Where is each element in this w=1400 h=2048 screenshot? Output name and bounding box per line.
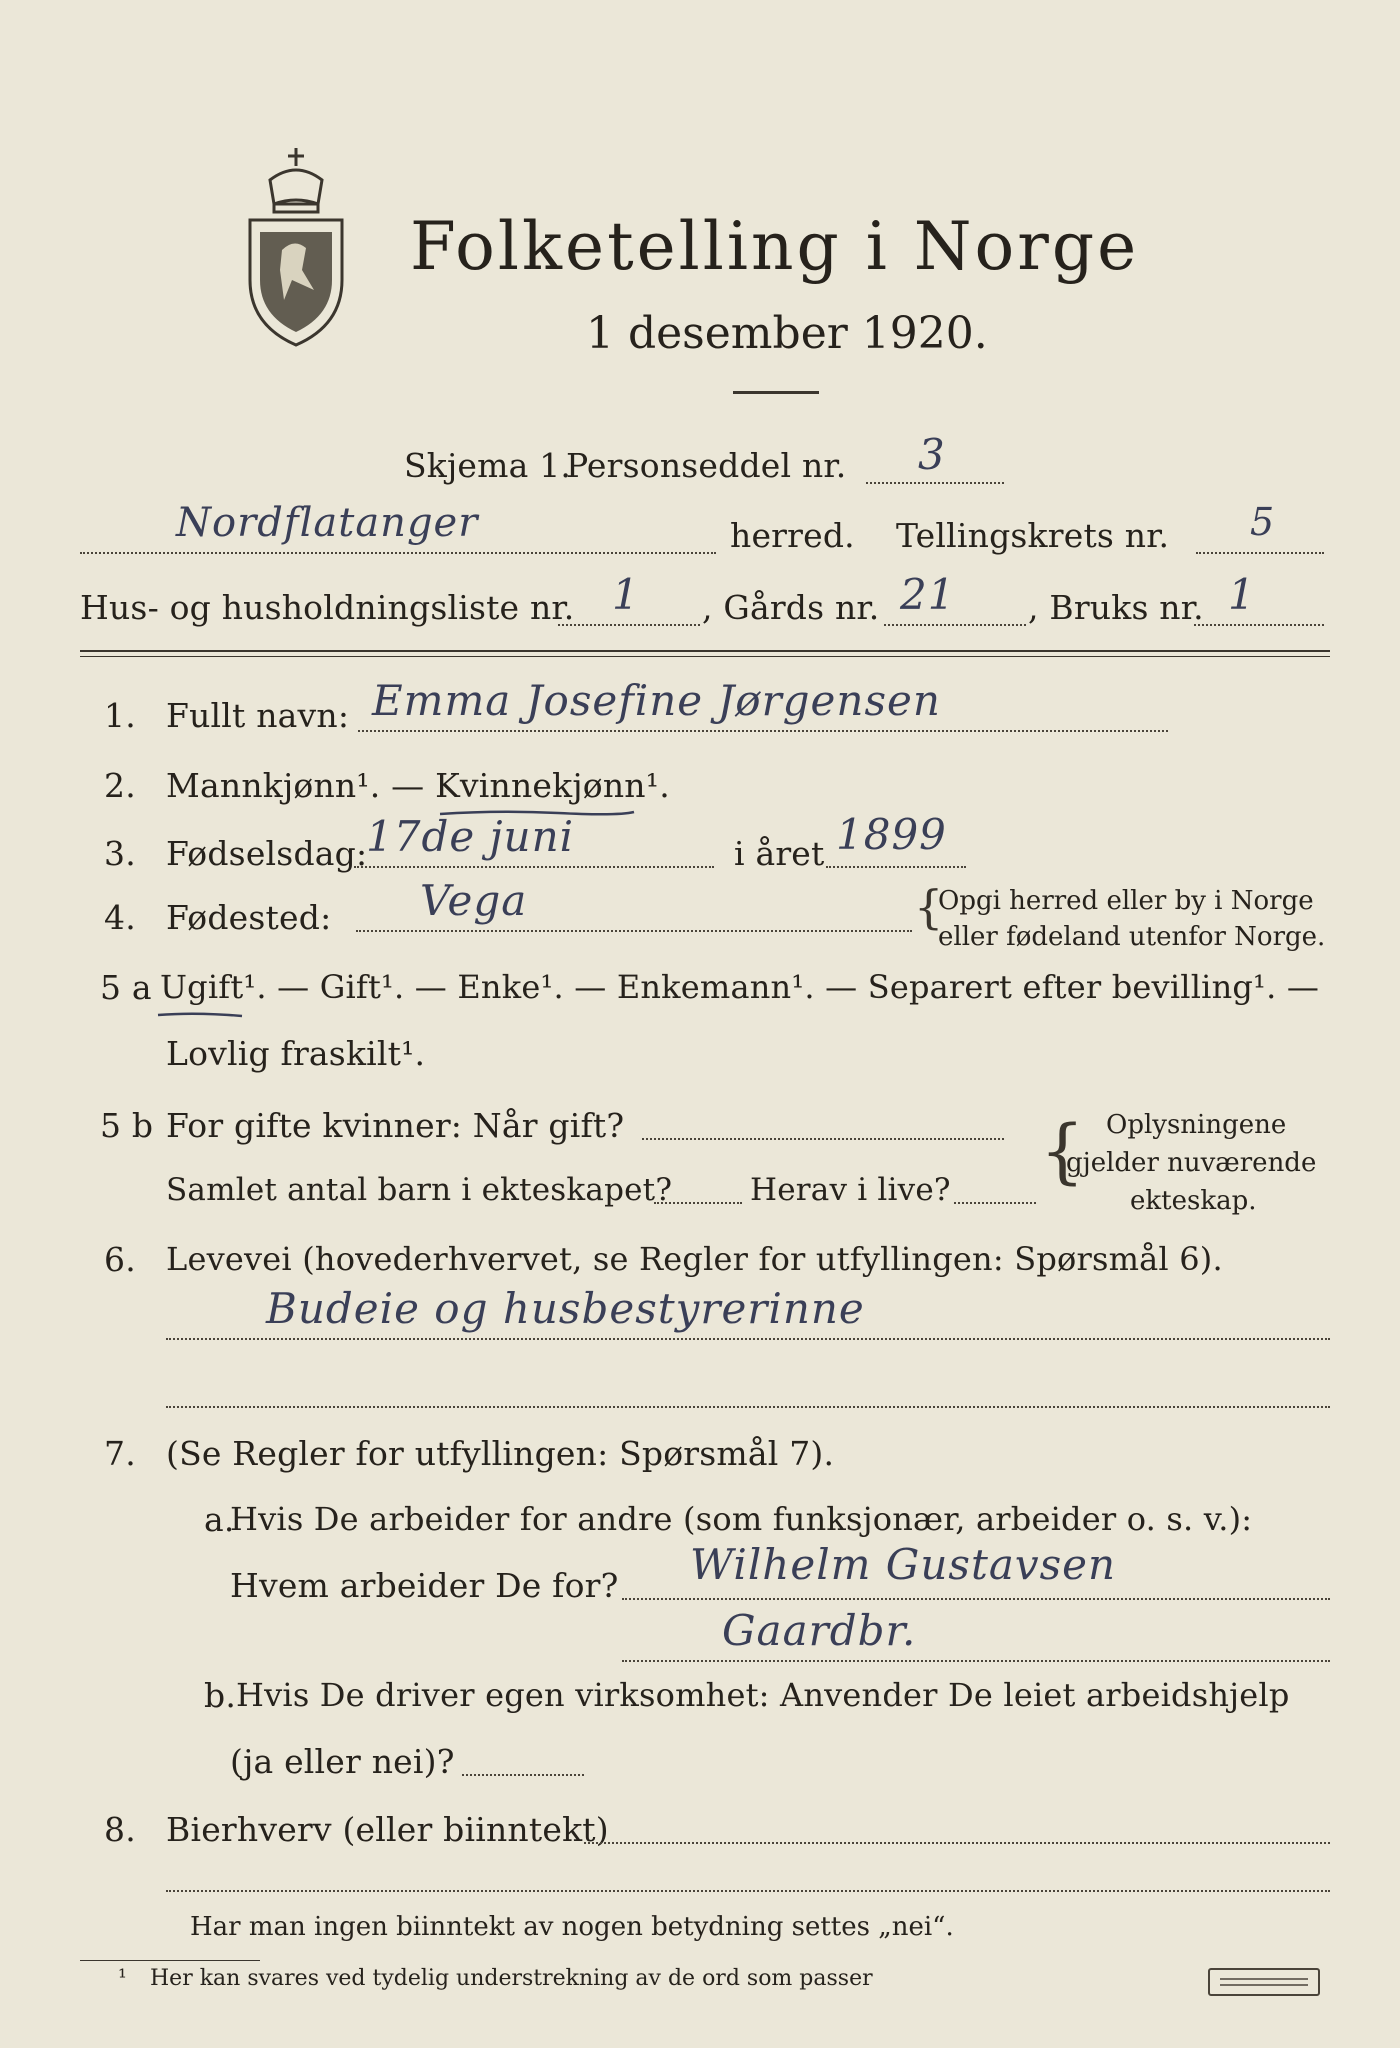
printer-stamp-icon [1208,1968,1320,1996]
herred-label: herred. [730,516,855,555]
husliste-value[interactable]: 1 [612,570,640,619]
q5b-note-line3: ekteskap. [1130,1186,1257,1216]
q1-full-name-value[interactable]: Emma Josefine Jørgensen [372,676,941,725]
q7b-field-line [462,1774,584,1776]
footer-note: Har man ingen biinntekt av nogen betydning settes „nei“. [190,1912,954,1942]
q7a-label: Hvis De arbeider for andre (som funksjonær, arbeider o. s. v.): [230,1500,1253,1538]
q4-label: Fødested: [166,898,332,937]
header-rule-bottom [80,656,1330,657]
q4-number: 4. [104,898,136,937]
q4-note-line2: eller fødeland utenfor Norge. [938,922,1326,952]
herred-field-line [80,552,716,554]
q5b-label: For gifte kvinner: Når gift? [166,1106,625,1145]
q7a-field-line-2 [622,1660,1330,1662]
form-date: 1 desember 1920. [586,308,988,359]
q7a-employer-value[interactable]: Wilhelm Gustavsen [690,1540,1117,1589]
bruks-field-line [1194,624,1324,626]
q5b-married-field-line [642,1138,1004,1140]
q5a-marital-options-line2: Lovlig fraskilt¹. [166,1034,426,1073]
q7a-letter: a. [204,1500,235,1539]
q5b-number: 5 b [100,1106,154,1145]
q2-gender-options[interactable]: Mannkjønn¹. — Kvinnekjønn¹. [166,766,670,805]
gards-value[interactable]: 21 [900,570,956,619]
q3-birthday-value[interactable]: 17de juni [366,812,575,861]
q3-label: Fødselsdag: [166,834,368,873]
footnote-number: ¹ [118,1966,127,1991]
q5b-note-line1: Oplysningene [1106,1110,1287,1140]
husliste-field-line [558,624,700,626]
q6-field-line-1 [166,1338,1330,1340]
q5b-note-bracket: { [1040,1110,1085,1192]
herred-value[interactable]: Nordflatanger [176,500,479,546]
gards-label: , Gårds nr. [702,588,880,627]
q8-field-line-1 [584,1842,1330,1844]
q5b-alive-field-line [954,1202,1036,1204]
form-title: Folketelling i Norge [410,208,1140,285]
q7a-field-line-1 [622,1598,1330,1600]
q8-number: 8. [104,1810,136,1849]
q7b-letter: b. [204,1676,237,1715]
q3-field-line [354,866,714,868]
q5a-marital-options[interactable]: Ugift¹. — Gift¹. — Enke¹. — Enkemann¹. — Separert efter bevilling¹. — [160,968,1320,1006]
q3-year-value[interactable]: 1899 [836,810,947,859]
q6-number: 6. [104,1240,136,1279]
q4-field-line [356,930,912,932]
header-rule-top [80,650,1330,652]
tellingskrets-label: Tellingskrets nr. [896,516,1170,555]
q7-label: (Se Regler for utfyllingen: Spørsmål 7). [166,1434,835,1473]
bruks-label: , Bruks nr. [1028,588,1204,627]
q3-year-field-line [826,866,966,868]
q1-number: 1. [104,696,136,735]
personseddel-field-line [866,482,1004,484]
q7b-help-label: (ja eller nei)? [230,1742,455,1781]
q3-number: 3. [104,834,136,873]
gards-field-line [884,624,1026,626]
tellingskrets-value[interactable]: 5 [1250,500,1276,544]
q1-label: Fullt navn: [166,696,350,735]
q3-year-label: i året [734,834,825,873]
q7b-label: Hvis De driver egen virksomhet: Anvender De leiet arbeidshjelp [236,1676,1290,1714]
q2-number: 2. [104,766,136,805]
q1-field-line [358,730,1168,732]
norwegian-coat-of-arms-icon [232,140,360,350]
q4-note-bracket: { [914,880,944,934]
tellingskrets-field-line [1196,552,1324,554]
q7a-employer-value-line2[interactable]: Gaardbr. [722,1606,917,1655]
q6-label: Levevei (hovederhvervet, se Regler for utfyllingen: Spørsmål 6). [166,1240,1223,1278]
q6-field-line-2 [166,1406,1330,1408]
q8-field-line-2 [166,1890,1330,1892]
q5a-number: 5 a [100,968,152,1007]
q5a-selection-underline [156,1010,246,1020]
husliste-label: Hus- og husholdningsliste nr. [80,588,575,627]
bruks-value[interactable]: 1 [1228,570,1256,619]
personseddel-label: Personseddel nr. [566,446,847,485]
q8-label: Bierhverv (eller biinntekt) [166,1810,609,1849]
q4-note-line1: Opgi herred eller by i Norge [938,886,1314,916]
title-divider [733,391,819,394]
personseddel-value[interactable]: 3 [918,430,946,479]
q5b-children-field-line [654,1202,742,1204]
q7a-employer-label: Hvem arbeider De for? [230,1566,619,1605]
q7-number: 7. [104,1434,136,1473]
q5b-alive-label: Herav i live? [750,1172,951,1208]
q4-birthplace-value[interactable]: Vega [420,876,528,925]
skjema-label: Skjema 1. [404,446,572,485]
q5b-note-line2: gjelder nuværende [1066,1148,1317,1178]
q5b-children-label: Samlet antal barn i ekteskapet? [166,1172,673,1208]
footnote-text: Her kan svares ved tydelig understrekning av de ord som passer [150,1966,873,1991]
q6-occupation-value[interactable]: Budeie og husbestyrerinne [266,1284,865,1333]
footnote-rule [80,1960,260,1961]
